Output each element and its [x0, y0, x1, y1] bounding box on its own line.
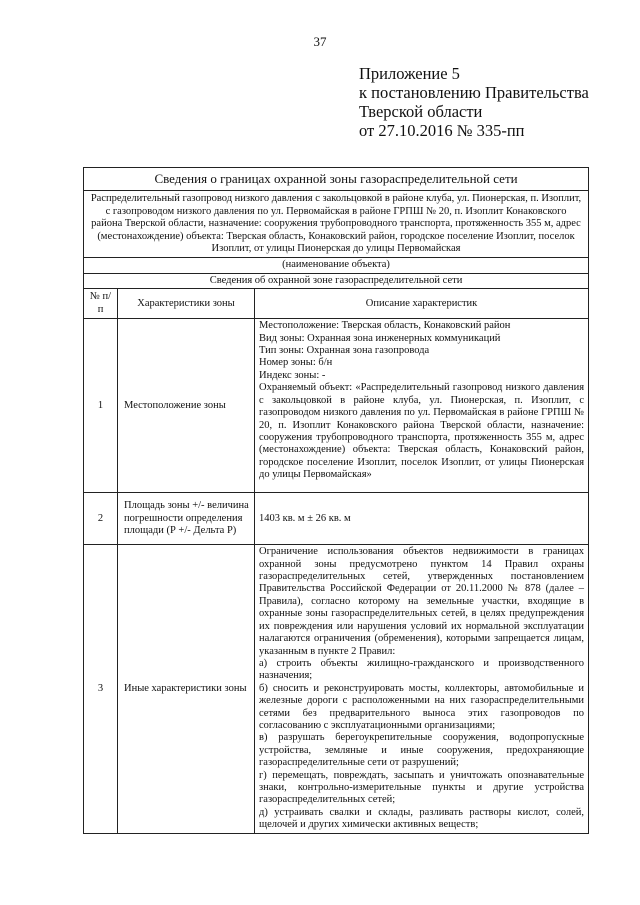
row-description	[255, 545, 589, 833]
zone-info-header: Сведения об охранной зоне газораспределительной сети	[84, 273, 589, 288]
appendix-line: от 27.10.2016 № 335-пп	[359, 121, 525, 140]
table-row	[84, 545, 589, 833]
row-number: 3	[84, 545, 118, 833]
desc-line: Номер зоны: б/н	[259, 357, 333, 369]
desc-paragraph: а) строить объекты жилищно-гражданского и производственного назначения;	[259, 657, 585, 682]
page-number: 37	[313, 34, 327, 49]
table-row	[84, 319, 589, 493]
desc-line: Тип зоны: Охранная зона газопровода	[259, 345, 430, 357]
desc-paragraph: д) устраивать свалки и склады, разливать растворы кислот, солей, щелочей и других химически активных веществ;	[259, 806, 585, 831]
desc-line: Местоположение: Тверская область, Конаковский район	[259, 320, 511, 332]
desc-paragraph: в) разрушать берегоукрепительные сооружения, водопропускные устройства, земляные и иные сооружения, предохраняющие газораспределительные сети от разрушений;	[259, 732, 585, 769]
row-characteristic: Площадь зоны +/- величина погрешности определения площади (Р +/- Дельта Р)	[118, 493, 255, 545]
desc-line: Вид зоны: Охранная зона инженерных коммуникаций	[259, 332, 501, 344]
row-description	[255, 319, 589, 493]
row-number: 1	[84, 319, 118, 493]
desc-line: Охраняемый объект: «Распределительный газопровод низкого давления с закольцовкой в районе клуба, ул. Пионерская, п. Изоплит, с газопроводом низкого давления по ул. Первомайская в районе ГРПШ № 20, п. Изоплит Конаковского района Тверской области, назначение: сооружения трубопроводного транспорта, протяженность 355 м, адрес (местонахождение) объекта: Тверская область, Конаковский район, городское поселение Изоплит, поселок Изоплит, от улицы Пионерская до улицы Первомайская»	[259, 382, 585, 481]
row-characteristic: Иные характеристики зоны	[118, 545, 255, 833]
desc-paragraph: Ограничение использования объектов недвижимости в границах охранной зоны предусмотрено пунктом 14 Правил охраны газораспределительных сетей, утвержденных постановлением Правительства Российской Федерации от 20.11.2000 № 878 (далее – Правила), согласно которому на земельные участки, входящие в охранные зоны газораспределительных сетей, в целях предупреждения их повреждения или нарушения условий их нормальной эксплуатации налагаются ограничения (обременения), которыми запрещается лицам, указанным в пункте 2 Правил:	[259, 546, 585, 657]
col-header-char: Характеристики зоны	[118, 289, 255, 319]
appendix-header	[359, 64, 589, 140]
col-header-num: № п/п	[84, 289, 118, 319]
appendix-line: Приложение 5	[359, 64, 460, 83]
desc-paragraph: г) перемещать, повреждать, засыпать и уничтожать опознавательные знаки, контрольно-измерительные пункты и другие устройства газораспределительных сетей;	[259, 769, 585, 806]
row-number: 2	[84, 493, 118, 545]
desc-paragraph: б) сносить и реконструировать мосты, коллекторы, автомобильные и железные дороги с расположенными на них газораспределительными сетями без предварительного выноса этих газопроводов по согласованию с эксплуатационными организациями;	[259, 682, 585, 731]
col-header-desc: Описание характеристик	[255, 289, 589, 319]
desc-line: Индекс зоны: -	[259, 369, 326, 381]
appendix-line: Тверской области	[359, 102, 483, 121]
row-characteristic: Местоположение зоны	[118, 319, 255, 493]
row-description	[255, 493, 589, 545]
table-title: Сведения о границах охранной зоны газораспределительной сети	[84, 168, 589, 191]
object-caption: (наименование объекта)	[84, 258, 589, 273]
appendix-line: к постановлению Правительства	[359, 83, 589, 102]
zone-table	[83, 167, 589, 834]
object-name: Распределительный газопровод низкого давления с закольцовкой в районе клуба, ул. Пионерская, п. Изоплит, с газопроводом низкого давления по ул. Первомайская в районе ГРПШ № 20, п. Изоплит Конаковского района Тверской области, назначение: сооружения трубопроводного транспорта, протяженность 355 м, адрес (местонахождение) объекта: Тверская область, Конаковский район, городское поселение Изоплит, поселок Изоплит, от улицы Пионерская до улицы Первомайская	[84, 191, 589, 258]
desc-line: 1403 кв. м ± 26 кв. м	[259, 512, 351, 524]
table-row	[84, 493, 589, 545]
